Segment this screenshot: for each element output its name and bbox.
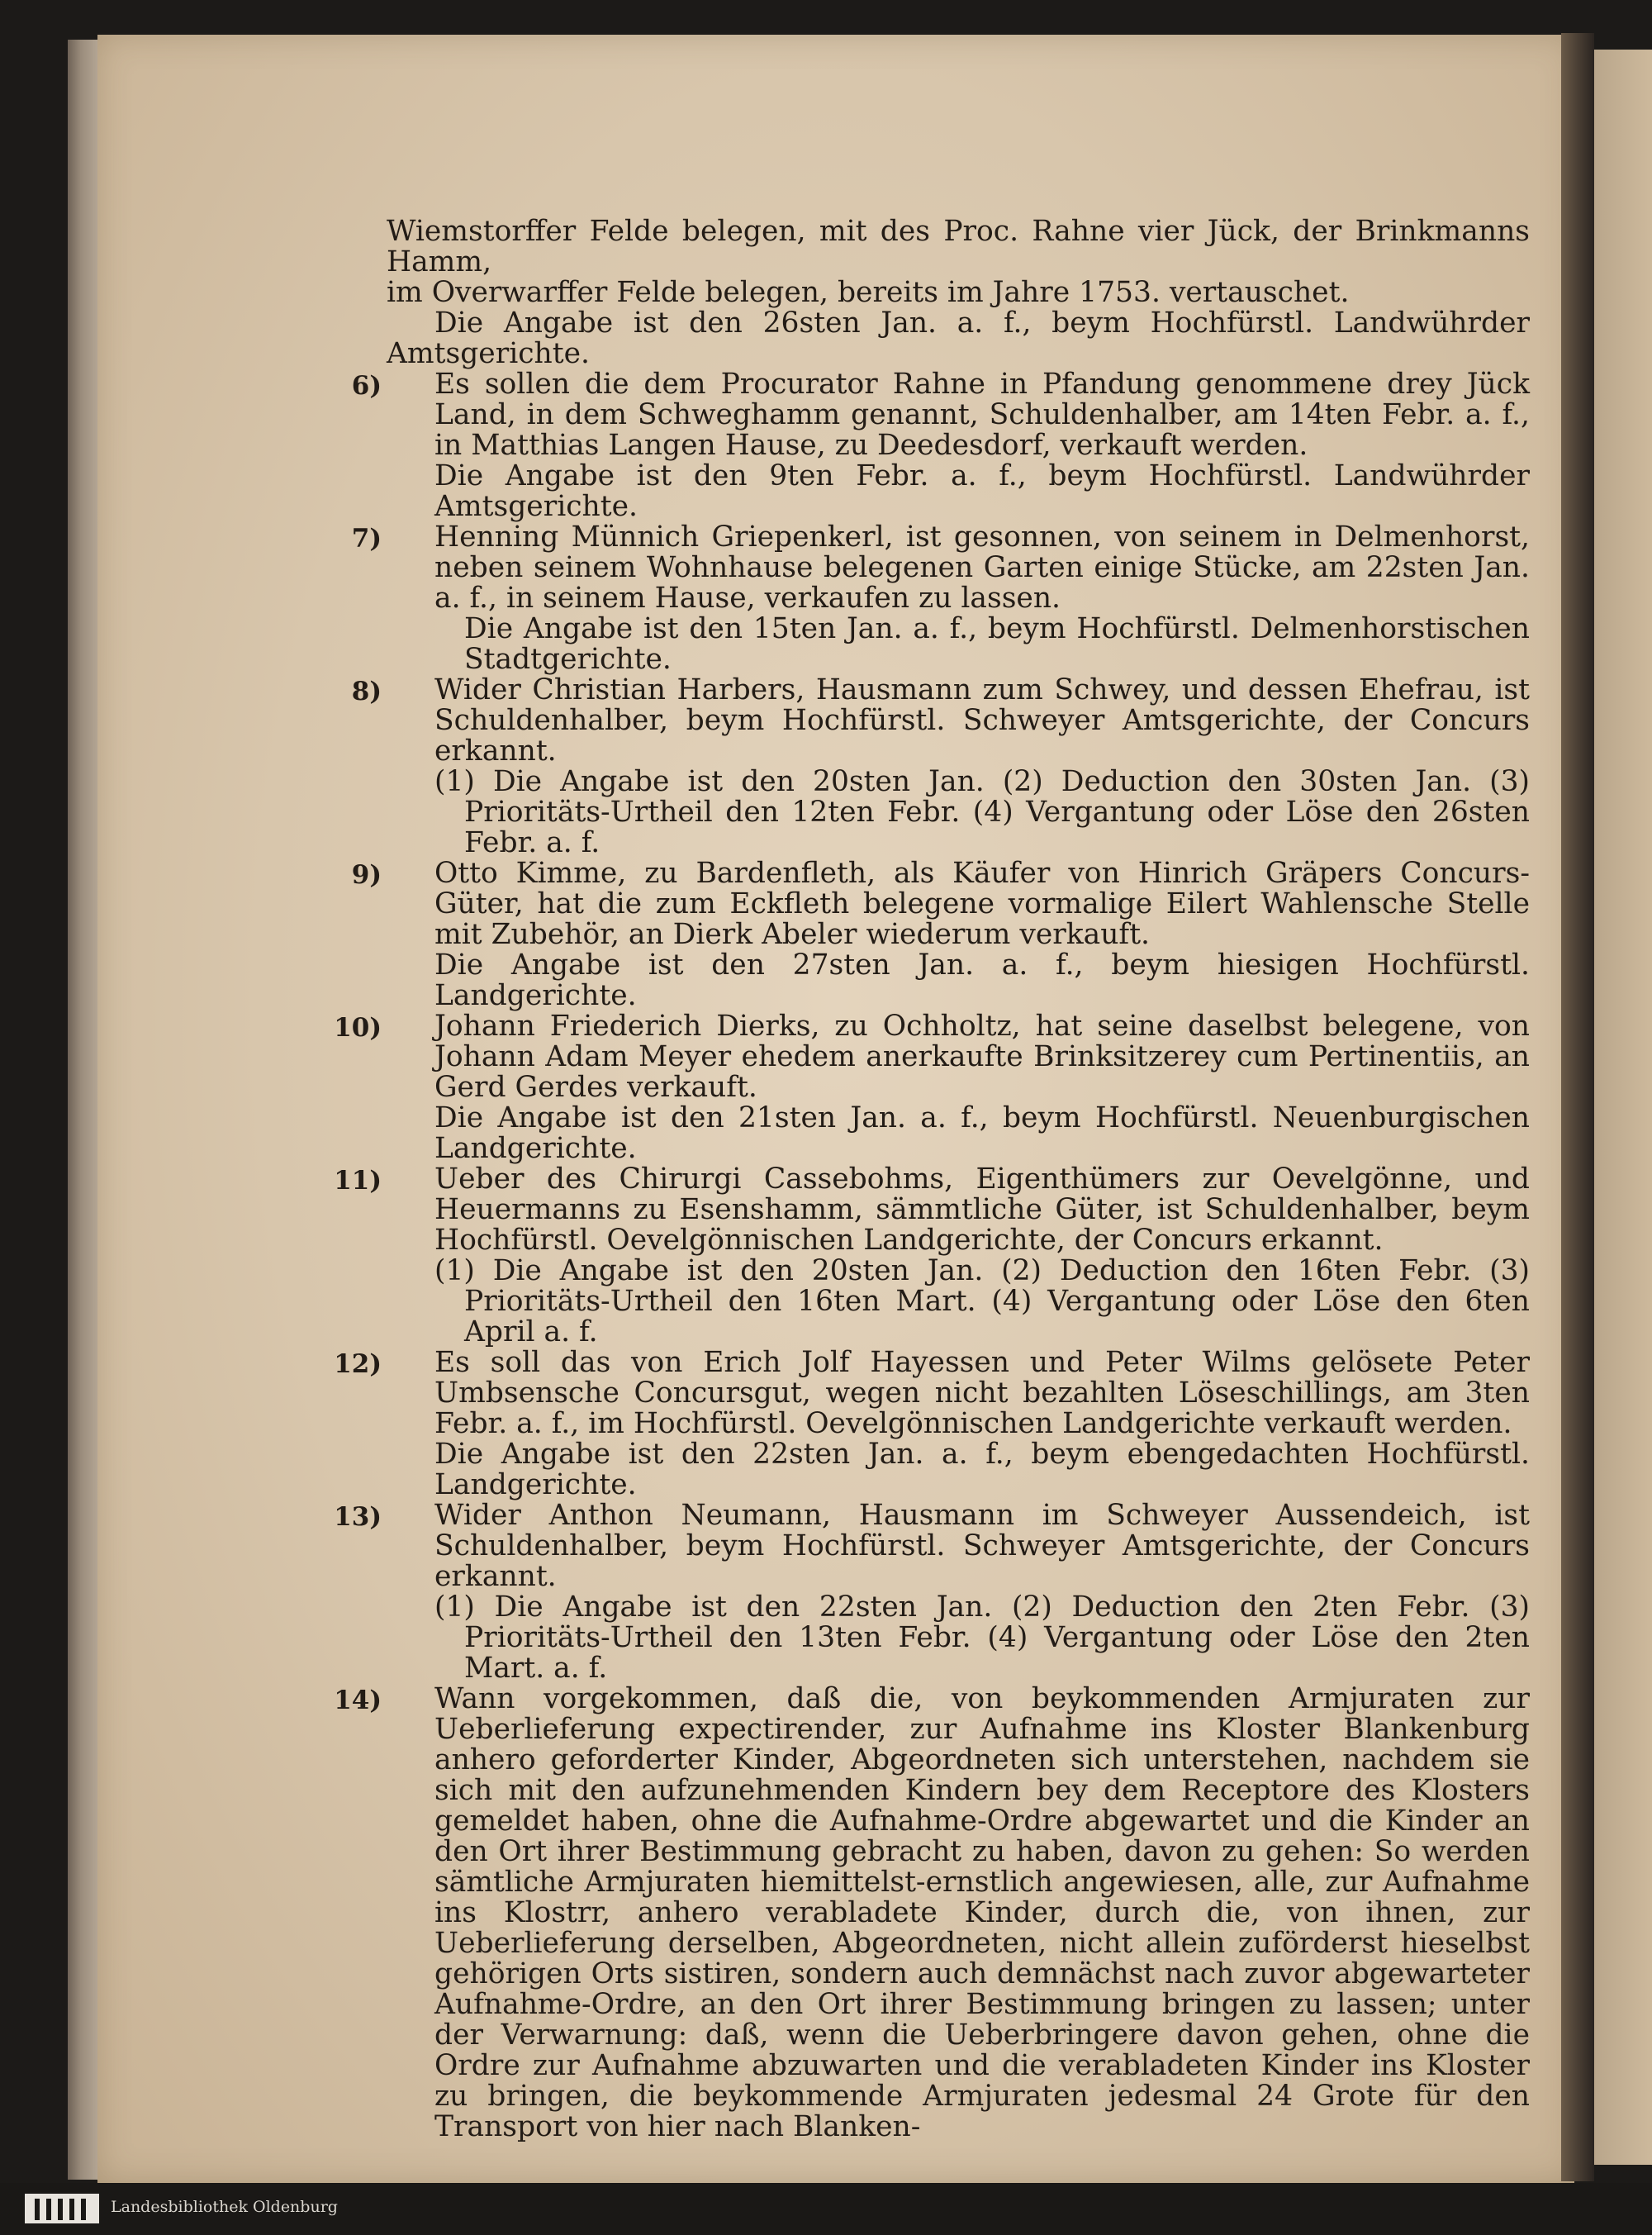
intro-line-2: im Overwarffer Felde belegen, bereits im Jahre 1753. vertauschet. bbox=[387, 276, 1350, 309]
facing-page-edge bbox=[1594, 50, 1652, 2165]
entry-number: 9) bbox=[351, 860, 382, 890]
entry-text: 10) Johann Friederich Dierks, zu Ochholtz, hat seine daselbst belegene, von Johann Adam Meyer ehedem anerkaufte Brinksitzerey cum Pertinentiis, an Gerd Gerdes verkauft. bbox=[387, 1011, 1530, 1103]
entry-number: 10) bbox=[334, 1013, 382, 1043]
entry-9 bbox=[351, 857, 1530, 1012]
entry-number: 14) bbox=[334, 1686, 382, 1715]
entry-number: 7) bbox=[351, 524, 382, 554]
page-text bbox=[334, 215, 1530, 2143]
entry-text: 13) Wider Anthon Neumann, Hausmann im Schweyer Aussendeich, ist Schuldenhalber, beym Hochfürstl. Schweyer Amtsgerichte, der Concurs erkannt. bbox=[387, 1500, 1530, 1592]
book-gutter bbox=[1561, 33, 1594, 2181]
entry-note: (1) Die Angabe ist den 20sten Jan. (2) Deduction den 30sten Jan. (3) Prioritäts-Urtheil den 12ten Febr. (4) Vergantung oder Löse den 26sten Febr. a. f. bbox=[434, 765, 1530, 859]
entry-number: 13) bbox=[334, 1502, 382, 1532]
entry-note: Die Angabe ist den 27sten Jan. a. f., beym hiesigen Hochfürstl. Landgerichte. bbox=[434, 949, 1530, 1012]
entry-text: 11) Ueber des Chirurgi Cassebohms, Eigenthümers zur Oevelgönne, und Heuermanns zu Esenshamm, sämmtliche Güter, ist Schuldenhalber, beym Hochfürstl. Oevelgönnischen Landgerichte, der Concurs erkannt. bbox=[387, 1164, 1530, 1256]
entry-number: 6) bbox=[351, 371, 382, 401]
intro-note: Die Angabe ist den 26sten Jan. a. f., beym Hochfürstl. Landwührder Amtsgerichte. bbox=[387, 307, 1530, 370]
entry-text: 6) Es sollen die dem Procurator Rahne in Pfandung genommene drey Jück Land, in dem Schweghamm genannt, Schuldenhalber, am 14ten Febr. a. f., in Matthias Langen Hause, zu Deedesdorf, verkauft werden. bbox=[387, 369, 1530, 461]
entry-note: Die Angabe ist den 15ten Jan. a. f., beym Hochfürstl. Delmenhorstischen Stadtgerichte. bbox=[464, 612, 1530, 676]
entry-number: 11) bbox=[334, 1166, 382, 1196]
entry-note: Die Angabe ist den 22sten Jan. a. f., beym ebengedachten Hochfürstl. Landgerichte. bbox=[434, 1438, 1530, 1501]
intro-line-1: Wiemstorffer Felde belegen, mit des Proc. Rahne vier Jück, der Brinkmanns Hamm, bbox=[387, 215, 1530, 278]
entry-10 bbox=[334, 1010, 1530, 1165]
entry-note: Die Angabe ist den 9ten Febr. a. f., beym Hochfürstl. Landwührder Amtsgerichte. bbox=[434, 459, 1530, 523]
entry-note: (1) Die Angabe ist den 20sten Jan. (2) Deduction den 16ten Febr. (3) Prioritäts-Urtheil den 16ten Mart. (4) Vergantung oder Löse den 6ten April a. f. bbox=[434, 1254, 1530, 1348]
entry-14 bbox=[334, 1682, 1530, 2143]
entry-13 bbox=[334, 1499, 1530, 1685]
entry-8 bbox=[351, 673, 1530, 859]
entry-text: 7) Henning Münnich Griepenkerl, ist gesonnen, von seinem in Delmenhorst, neben seinem Wohnhause belegenen Garten einige Stücke, am 22sten Jan. a. f., in seinem Hause, verkaufen zu lassen. bbox=[387, 522, 1530, 614]
entry-note: (1) Die Angabe ist den 22sten Jan. (2) Deduction den 2ten Febr. (3) Prioritäts-Urtheil den 13ten Febr. (4) Vergantung oder Löse den 2ten Mart. a. f. bbox=[434, 1591, 1530, 1685]
entry-12 bbox=[334, 1346, 1530, 1501]
library-logo-icon bbox=[25, 2194, 99, 2223]
entry-text: 9) Otto Kimme, zu Bardenfleth, als Käufer von Hinrich Gräpers Concurs-Güter, hat die zum Eckfleth belegene vormalige Eilert Wahlensche Stelle mit Zubehör, an Dierk Abeler wiederum verkauft. bbox=[387, 858, 1530, 950]
entry-text: 8) Wider Christian Harbers, Hausmann zum Schwey, und dessen Ehefrau, ist Schuldenhalber, beym Hochfürstl. Schweyer Amtsgerichte, der Concurs erkannt. bbox=[387, 675, 1530, 767]
entry-text: 14) Wann vorgekommen, daß die, von beykommenden Armjuraten zur Ueberlieferung expectirender, zur Aufnahme ins Kloster Blankenburg anhero geforderter Kinder, Abgeordneten sich unterstehen, nachdem sie sich mit den aufzunehmenden Kindern bey dem Receptore des Klosters gemeldet haben, ohne die Aufnahme-Ordre abgewartet und die Kinder an den Ort ihrer Bestimmung gebracht zu haben, davon zu gehen: So werden sämtliche Armjuraten hiemittelst-ernstlich angewiesen, alle, zur Aufnahme ins Klostrr, anhero verabladete Kinder, durch die, von ihnen, zur Ueberlieferung derselben, Abgeordneten, nicht allein zuförderst hieselbst gehörigen Orts sistiren, sondern auch demnächst nach zuvor abgewarteter Aufnahme-Ordre, an den Ort ihrer Bestimmung bringen zu lassen; unter der Verwarnung: daß, wenn die Ueberbringere davon gehen, ohne die Ordre zur Aufnahme abzuwarten und die verabladeten Kinder ins Kloster zu bringen, die beykommende Armjuraten jedesmal 24 Grote für den Transport von hier nach Blanken- bbox=[387, 1684, 1530, 2142]
entry-number: 8) bbox=[351, 677, 382, 706]
entry-number: 12) bbox=[334, 1349, 382, 1379]
entry-note: Die Angabe ist den 21sten Jan. a. f., beym Hochfürstl. Neuenburgischen Landgerichte. bbox=[434, 1101, 1530, 1165]
library-name: Landesbibliothek Oldenburg bbox=[111, 2198, 338, 2216]
entry-6 bbox=[351, 368, 1530, 523]
entry-11 bbox=[334, 1163, 1530, 1348]
entry-7 bbox=[351, 521, 1530, 676]
page-stack-edge bbox=[68, 40, 101, 2180]
viewer-footer bbox=[0, 2183, 1652, 2235]
entry-text: 12) Es soll das von Erich Jolf Hayessen und Peter Wilms gelösete Peter Umbsensche Concursgut, wegen nicht bezahlten Löseschillings, am 3ten Febr. a. f., im Hochfürstl. Oevelgönnischen Landgerichte verkauft werden. bbox=[387, 1348, 1530, 1439]
